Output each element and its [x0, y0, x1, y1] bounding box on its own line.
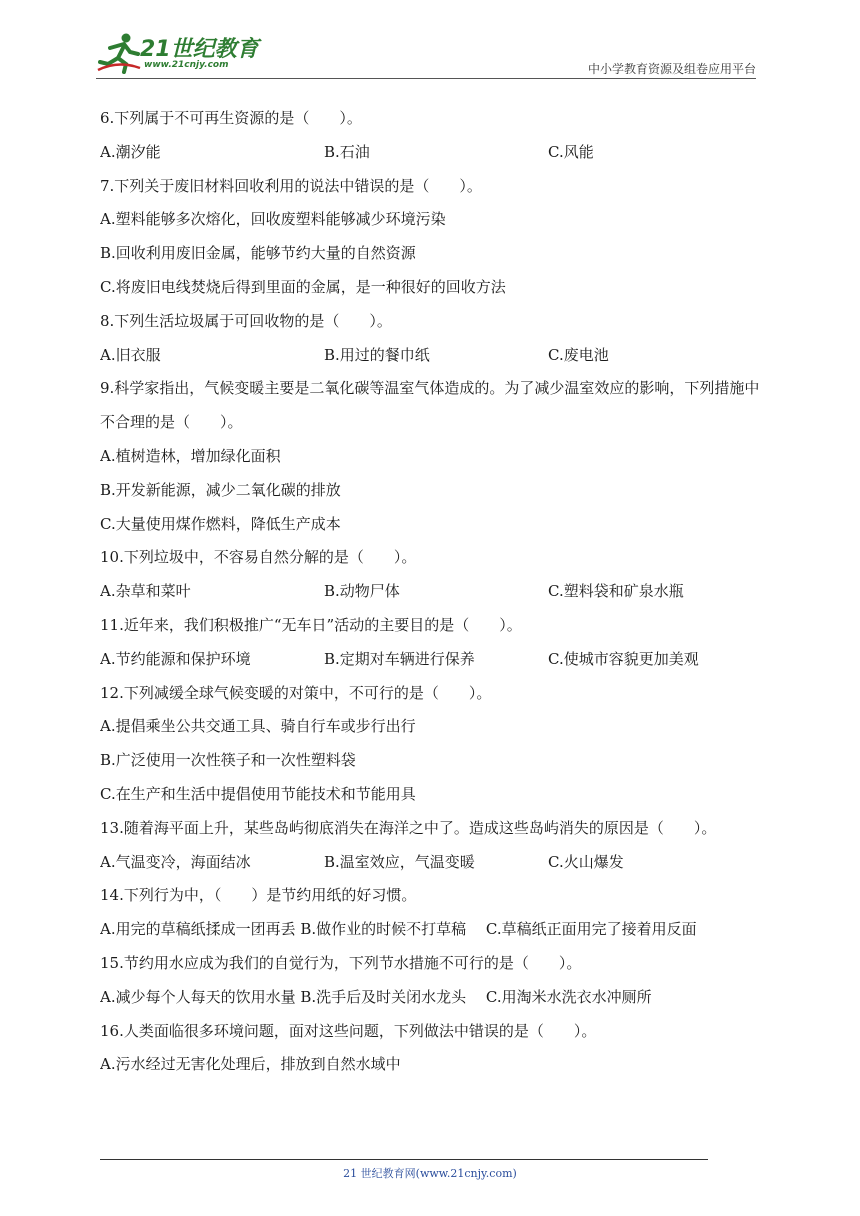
- option-b: B.回收利用废旧金属，能够节约大量的自然资源: [100, 244, 416, 263]
- option-c: C.在生产和生活中提倡使用节能技术和节能用具: [100, 784, 416, 803]
- option-a: A.植树造林，增加绿化面积: [100, 446, 281, 465]
- question-item: [100, 609, 764, 677]
- footer-divider: [100, 1159, 708, 1160]
- option-a: A.塑料能够多次熔化，回收废塑料能够减少环境污染: [100, 210, 446, 229]
- option-a: A.节约能源和保护环境: [100, 649, 251, 668]
- options-row: [100, 339, 764, 373]
- question-stem: 6.下列属于不可再生资源的是（ ）。: [100, 109, 362, 127]
- option-a: A.提倡乘坐公共交通工具、骑自行车或步行出行: [100, 717, 416, 736]
- question-stem: 10.下列垃圾中，不容易自然分解的是（ ）。: [100, 548, 417, 567]
- option-c: C.废电池: [548, 345, 609, 364]
- option-b: B.广泛使用一次性筷子和一次性塑料袋: [100, 751, 356, 770]
- option-c: C.将废旧电线焚烧后得到里面的金属，是一种很好的回收方法: [100, 277, 506, 296]
- site-logo[interactable]: [96, 30, 276, 76]
- option-a: A.旧衣服: [100, 345, 161, 364]
- question-item: [100, 170, 764, 305]
- option-a: A.气温变冷，海面结冰: [100, 852, 251, 871]
- option-c: C.大量使用煤作燃料，降低生产成本: [100, 514, 341, 533]
- footer-credit[interactable]: 21 世纪教育网(www.21cnjy.com): [343, 1167, 517, 1180]
- options-inline: A.减少每个人每天的饮用水量 B.洗手后及时关闭水龙头 C.用淘米水洗衣水冲厕所: [100, 987, 652, 1006]
- logo-url: www.21cnjy.com: [144, 60, 229, 70]
- option-c: C.使城市容貌更加美观: [548, 649, 699, 668]
- question-stem: 14.下列行为中，（ ）是节约用纸的好习惯。: [100, 886, 417, 905]
- option-a: A.潮汐能: [100, 142, 161, 161]
- question-item: [100, 372, 764, 541]
- question-stem: 7.下列关于废旧材料回收利用的说法中错误的是（ ）。: [100, 176, 482, 195]
- question-item: [100, 305, 764, 373]
- option-b: B.石油: [324, 142, 370, 161]
- logo-text: 21世纪教育: [140, 37, 259, 62]
- question-stem: 16.人类面临很多环境问题，面对这些问题，下列做法中错误的是（ ）。: [100, 1021, 597, 1040]
- option-c: C.塑料袋和矿泉水瓶: [548, 582, 684, 601]
- option-b: B.动物尸体: [324, 582, 400, 601]
- page-header: [96, 30, 756, 78]
- header-divider: [96, 78, 756, 79]
- question-item: [100, 102, 764, 170]
- options-inline: A.用完的草稿纸揉成一团再丢 B.做作业的时候不打草稿 C.草稿纸正面用完了接着用反面: [100, 920, 697, 939]
- question-item: [100, 879, 764, 947]
- options-row: [100, 846, 764, 880]
- runner-icon: [96, 30, 142, 76]
- option-a: A.污水经过无害化处理后，排放到自然水域中: [100, 1055, 401, 1074]
- question-stem: 13.随着海平面上升，某些岛屿彻底消失在海洋之中了。造成这些岛屿消失的原因是（ ）。: [100, 818, 717, 837]
- question-item: [100, 677, 764, 812]
- question-item: [100, 947, 764, 1015]
- option-c: C.火山爆发: [548, 852, 624, 871]
- options-row: [100, 643, 764, 677]
- platform-title: 中小学教育资源及组卷应用平台: [587, 62, 756, 76]
- question-stem: 11.近年来，我们积极推广“无车日”活动的主要目的是（ ）。: [100, 615, 522, 634]
- option-b: B.用过的餐巾纸: [324, 345, 430, 364]
- question-list: [100, 102, 764, 1082]
- option-b: B.温室效应，气温变暖: [324, 852, 475, 871]
- question-item: [100, 812, 764, 880]
- question-stem: 9.科学家指出，气候变暖主要是二氧化碳等温室气体造成的。为了减少温室效应的影响，下列措施中不合理的是（ ）。: [100, 379, 760, 432]
- question-stem: 15.节约用水应成为我们的自觉行为，下列节水措施不可行的是（ ）。: [100, 953, 582, 972]
- question-stem: 8.下列生活垃圾属于可回收物的是（ ）。: [100, 311, 392, 330]
- option-a: A.杂草和菜叶: [100, 582, 191, 601]
- question-stem: 12.下列减缓全球气候变暖的对策中，不可行的是（ ）。: [100, 683, 492, 702]
- options-row: [100, 136, 764, 170]
- option-b: B.定期对车辆进行保养: [324, 649, 475, 668]
- option-c: C.风能: [548, 142, 594, 161]
- options-row: [100, 575, 764, 609]
- question-item: [100, 1015, 764, 1083]
- option-b: B.开发新能源，减少二氧化碳的排放: [100, 480, 341, 499]
- question-item: [100, 541, 764, 609]
